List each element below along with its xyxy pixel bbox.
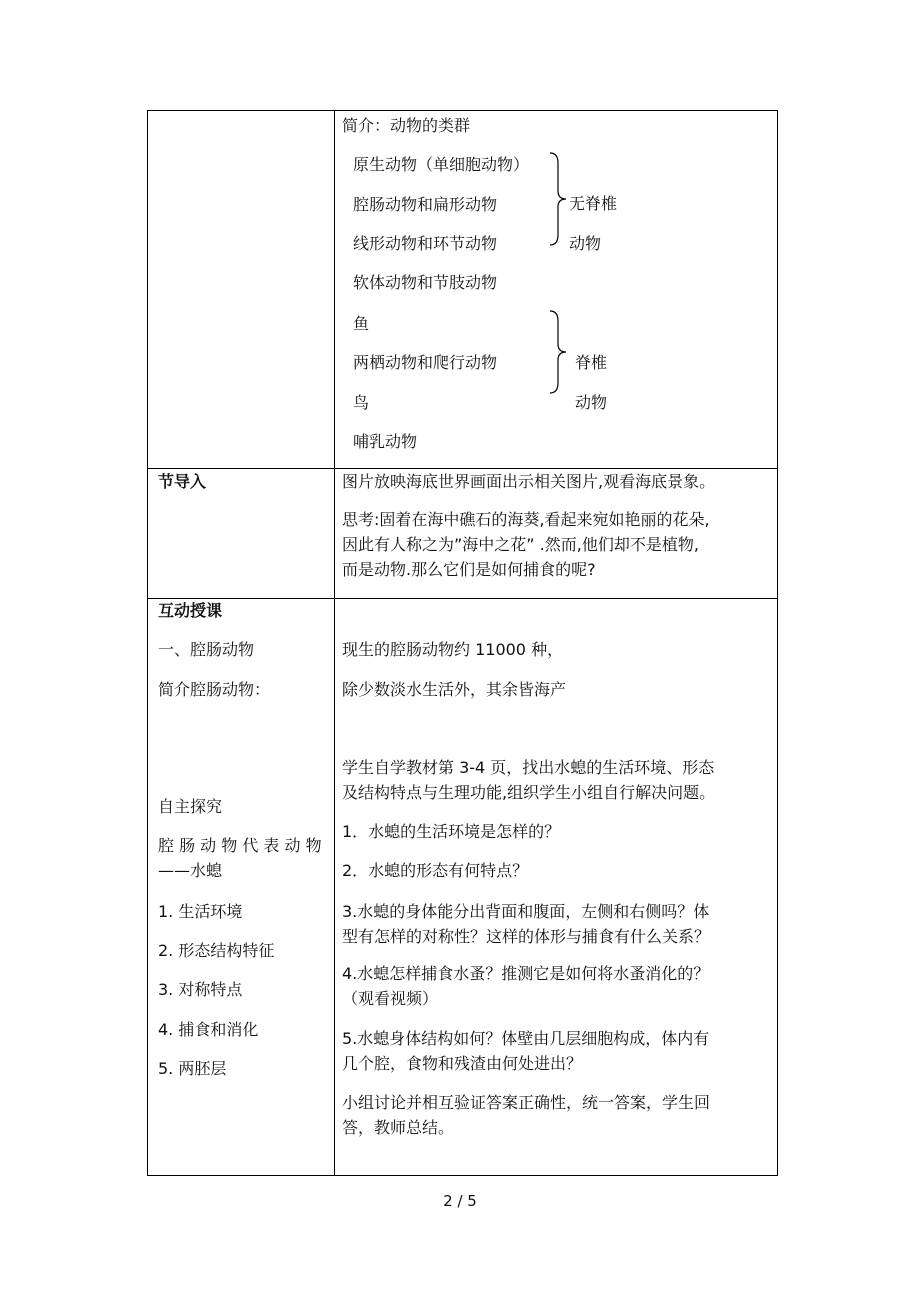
row-divider bbox=[148, 468, 777, 469]
question-item: （观看视频） bbox=[342, 989, 439, 1008]
topic-item: 4. 捕食和消化 bbox=[158, 1020, 259, 1039]
summary-text: 答，教师总结。 bbox=[342, 1118, 455, 1137]
topic-item: 2. 形态结构特征 bbox=[158, 941, 275, 960]
vertebrate-brace bbox=[548, 309, 568, 395]
group-item: 鱼 bbox=[353, 314, 370, 333]
section-heading: 互动授课 bbox=[158, 601, 223, 620]
question-item: 1．水螅的生活环境是怎样的？ bbox=[342, 822, 561, 841]
intro-title: 简介：动物的类群 bbox=[342, 116, 471, 135]
invertebrate-label: 无脊椎 bbox=[569, 194, 618, 213]
topic-item: 3. 对称特点 bbox=[158, 980, 243, 999]
intro-label: 简介腔肠动物： bbox=[158, 680, 271, 699]
invertebrate-brace bbox=[548, 151, 568, 247]
group-item: 线形动物和环节动物 bbox=[353, 234, 498, 253]
topic-item: 1. 生活环境 bbox=[158, 902, 243, 921]
question-item: 型有怎样的对称性？这样的体形与捕食有什么关系？ bbox=[342, 927, 711, 946]
question-paragraph: 而是动物.那么它们是如何捕食的呢? bbox=[342, 560, 596, 579]
group-item: 鸟 bbox=[353, 393, 370, 412]
vertebrate-label: 动物 bbox=[575, 393, 608, 412]
task-text: 及结构特点与生理功能,组织学生小组自行解决问题。 bbox=[342, 783, 716, 802]
question-paragraph: 因此有人称之为”海中之花” .然而,他们却不是植物, bbox=[342, 535, 699, 554]
row-divider bbox=[148, 598, 777, 599]
vertebrate-label: 脊椎 bbox=[575, 353, 608, 372]
group-item: 两栖动物和爬行动物 bbox=[353, 353, 498, 372]
lesson-table bbox=[147, 110, 778, 1176]
section-heading: 节导入 bbox=[158, 472, 207, 491]
task-text: 学生自学教材第 3-4 页，找出水螅的生活环境、形态 bbox=[342, 758, 715, 777]
species-count: 现生的腔肠动物约 11000 种， bbox=[342, 640, 564, 659]
representative-label: ——水螅 bbox=[158, 861, 223, 880]
question-item: 4.水螅怎样捕食水蚤？推测它是如何将水蚤消化的？ bbox=[342, 964, 710, 983]
group-item: 原生动物（单细胞动物） bbox=[353, 155, 530, 174]
group-item: 软体动物和节肢动物 bbox=[353, 273, 498, 292]
topic-item: 5. 两胚层 bbox=[158, 1059, 227, 1078]
explore-label: 自主探究 bbox=[158, 797, 223, 816]
question-paragraph: 思考:固着在海中礁石的海葵,看起来宛如艳丽的花朵, bbox=[342, 510, 710, 529]
summary-text: 小组讨论并相互验证答案正确性，统一答案，学生回 bbox=[342, 1093, 711, 1112]
question-item: 几个腔，食物和残渣由何处进出？ bbox=[342, 1054, 583, 1073]
page-number: 2 / 5 bbox=[443, 1192, 477, 1210]
habitat-text: 除少数淡水生活外，其余皆海产 bbox=[342, 680, 567, 699]
group-item: 哺乳动物 bbox=[353, 432, 418, 451]
question-item: 5.水螅身体结构如何？体壁由几层细胞构成，体内有 bbox=[342, 1029, 710, 1048]
section-subheading: 一、腔肠动物 bbox=[158, 640, 255, 659]
group-item: 腔肠动物和扁形动物 bbox=[353, 195, 498, 214]
question-item: 2．水螅的形态有何特点？ bbox=[342, 861, 529, 880]
column-divider bbox=[334, 111, 335, 1175]
representative-label: 腔 肠 动 物 代 表 动 物 bbox=[158, 836, 322, 855]
intro-paragraph: 图片放映海底世界画面出示相关图片,观看海底景象。 bbox=[342, 472, 716, 491]
question-item: 3.水螅的身体能分出背面和腹面，左侧和右侧吗？体 bbox=[342, 902, 710, 921]
invertebrate-label: 动物 bbox=[569, 234, 602, 253]
